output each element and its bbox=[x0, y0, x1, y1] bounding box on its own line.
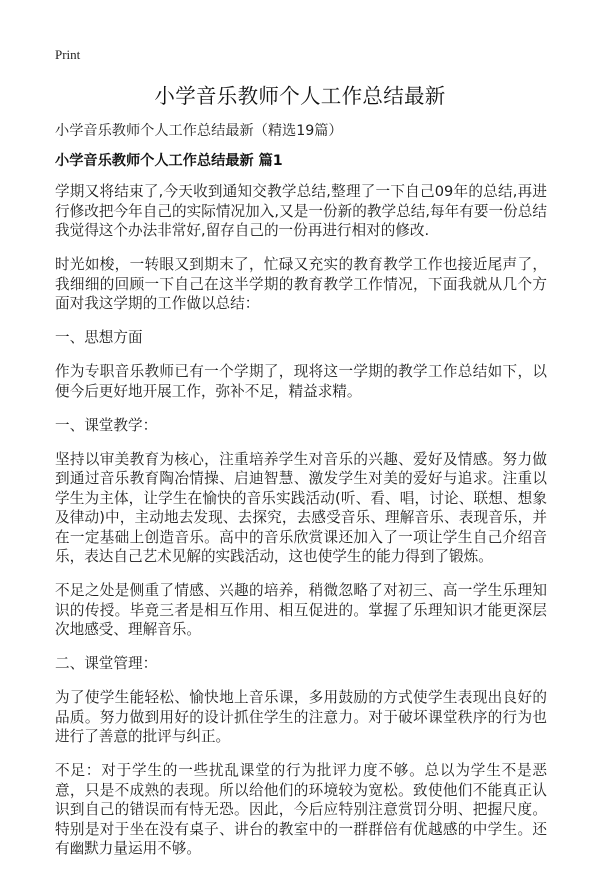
heading-classroom-teaching: 一、课堂教学： bbox=[55, 416, 158, 434]
document-body bbox=[55, 182, 547, 873]
paragraph-management-shortcomings: 不足：对于学生的一些扰乱课堂的行为批评力度不够。总以为学生不是恶意，只是不成熟的表现。所以给他们的环境较为宽松。致使他们不能真正认识到自己的错误而有恃无恐。因此，今后应特别注意赏罚分明、把握尺度。特别是对于坐在没有桌子、讲台的教室中的一群群倍有优越感的中学生。还有幽默力量运用不够。 bbox=[55, 762, 547, 857]
paragraph-review: 时光如梭，一转眼又到期末了，忙碌又充实的教育教学工作也接近尾声了，我细细的回顾一下自己在这半学期的教育教学工作情况，下面我就从几个方面对我这学期的工作做以总结： bbox=[55, 256, 547, 312]
section-heading: 小学音乐教师个人工作总结最新 篇1 bbox=[55, 153, 283, 169]
paragraph-teaching-shortcomings: 不足之处是侧重了情感、兴趣的培养，稍微忽略了对初三、高一学生乐理知识的传授。毕竟三者是相互作用、相互促进的。掌握了乐理知识才能更深层次地感受、理解音乐。 bbox=[55, 582, 547, 638]
paragraph-intro: 学期又将结束了,今天收到通知交教学总结,整理了一下自己09年的总结,再进行修改把今年自己的实际情况加入,又是一份新的教学总结,每年有要一份总结我觉得这个办法非常好,留存自己的一份再进行相对的修改. bbox=[55, 183, 547, 239]
heading-thought: 一、思想方面 bbox=[55, 329, 143, 346]
paragraph-classroom-teaching: 坚持以审美教育为核心，注重培养学生对音乐的兴趣、爱好及情感。努力做到通过音乐教育陶冶情操、启迪智慧、激发学生对美的爱好与追求。注重以学生为主体，让学生在愉快的音乐实践活动(听、看、唱，讨论、联想、想象及律动)中，主动地去发现、去探究，去感受音乐、理解音乐、表现音乐，并在一定基础上创造音乐。高中的音乐欣赏课还加入了一项让学生自己介绍音乐，表达自己艺术见解的实践活动，这也使学生的能力得到了锻炼。 bbox=[55, 450, 547, 565]
paragraph-classroom-management: 为了使学生能轻松、愉快地上音乐课，多用鼓励的方式使学生表现出良好的品质。努力做到用好的设计抓住学生的注意力。对于破坏课堂秩序的行为也进行了善意的批评与纠正。 bbox=[55, 689, 547, 745]
paragraph-thought: 作为专职音乐教师已有一个学期了，现将这一学期的教学工作总结如下，以便今后更好地开展工作，弥补不足，精益求精。 bbox=[55, 363, 547, 400]
document-subtitle: 小学音乐教师个人工作总结最新（精选19篇） bbox=[55, 123, 343, 139]
print-label: Print bbox=[55, 47, 81, 62]
document-title: 小学音乐教师个人工作总结最新 bbox=[154, 84, 446, 108]
heading-classroom-management: 二、课堂管理： bbox=[55, 655, 158, 672]
